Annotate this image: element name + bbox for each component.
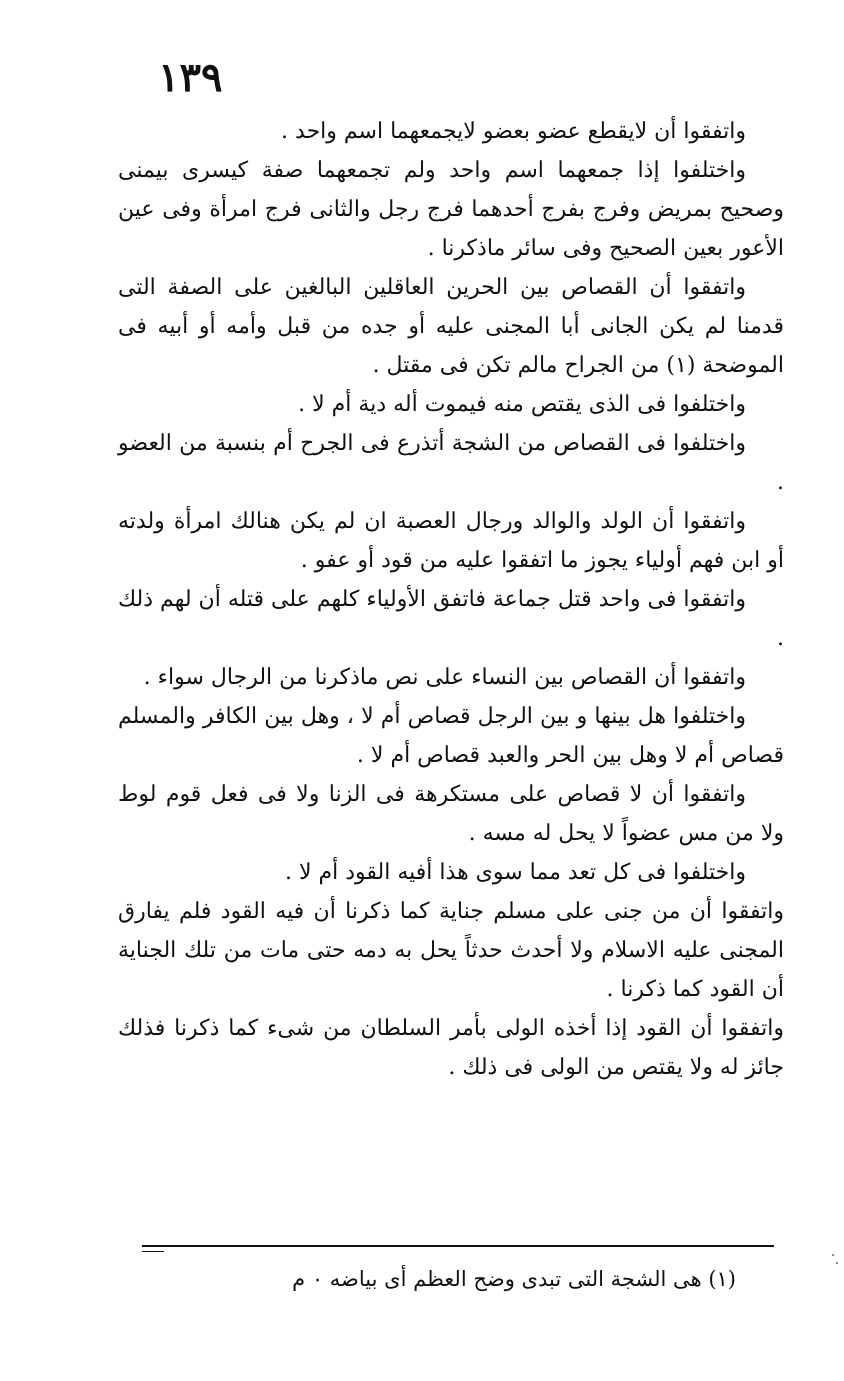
paragraph: واتفقوا أن لا قصاص على مستكرهة فى الزنا ولا فى فعل قوم لوط ولا من مس عضواً لا يحل له مسه .	[118, 782, 784, 846]
paragraph: واتفقوا أن لايقطع عضو بعضو لايجمعهما اسم واحد .	[281, 119, 746, 144]
paragraph: واتفقوا أن الولد والوالد ورجال العصبة ان لم يكن هنالك امرأة ولدته أو ابن فهم أولياء يجوز ما اتفقوا عليه من قود أو عفو .	[118, 509, 784, 573]
page-number: ١٣٩	[158, 54, 223, 101]
paragraph: واتفقوا أن من جنى على مسلم جناية كما ذكرنا أن فيه القود فلم يفارق المجنى عليه الاسلام ولا أحدث حدثاً يحل به دمه حتى مات من تلك الجناية أن القود كما ذكرنا .	[118, 899, 784, 1002]
scan-speck	[832, 1254, 834, 1256]
paragraph: واختلفوا فى كل تعد مما سوى هذا أفيه القود أم لا .	[285, 860, 746, 885]
paragraph: واتفقوا فى واحد قتل جماعة فاتفق الأولياء كلهم على قتله أن لهم ذلك .	[118, 587, 784, 651]
paragraph: واتفقوا أن القصاص بين النساء على نص ماذكرنا من الرجال سواء .	[143, 665, 746, 690]
paragraph: واتفقوا أن القود إذا أخذه الولى بأمر السلطان من شىء كما ذكرنا فذلك جائز له ولا يقتص من الولى فى ذلك .	[118, 1016, 784, 1080]
main-text	[118, 112, 784, 1087]
paragraph: واختلفوا فى القصاص من الشجة أتذرع فى الجرح أم بنسبة من العضو .	[118, 431, 784, 495]
paragraph: واختلفوا هل بينها و بين الرجل قصاص أم لا ، وهل بين الكافر والمسلم قصاص أم لا وهل بين الحر والعبد قصاص أم لا .	[118, 704, 784, 768]
paragraph: واتفقوا أن القصاص بين الحرين العاقلين البالغين على الصفة التى قدمنا لم يكن الجانى أبا المجنى عليه أو جده من قبل وأمه أو أبيه فى الموضحة (١) من الجراح مالم تكن فى مقتل .	[118, 275, 784, 378]
footnote: (١) هى الشجة التى تبدى وضح العظم أى بياضه ٠ م	[292, 1267, 736, 1291]
paragraph: واختلفوا فى الذى يقتص منه فيموت أله دية أم لا .	[298, 392, 746, 417]
paragraph: واختلفوا إذا جمعهما اسم واحد ولم تجمعهما صفة كيسرى بيمنى وصحيح بمريض وفرج بفرج أحدهما فرج رجل والثانى فرج امرأة وفى عين الأعور بعين الصحيح وفى سائر ماذكرنا .	[118, 158, 784, 261]
scan-speck	[836, 1262, 838, 1264]
footnote-separator-tick	[142, 1251, 164, 1252]
footnote-separator	[142, 1245, 774, 1247]
